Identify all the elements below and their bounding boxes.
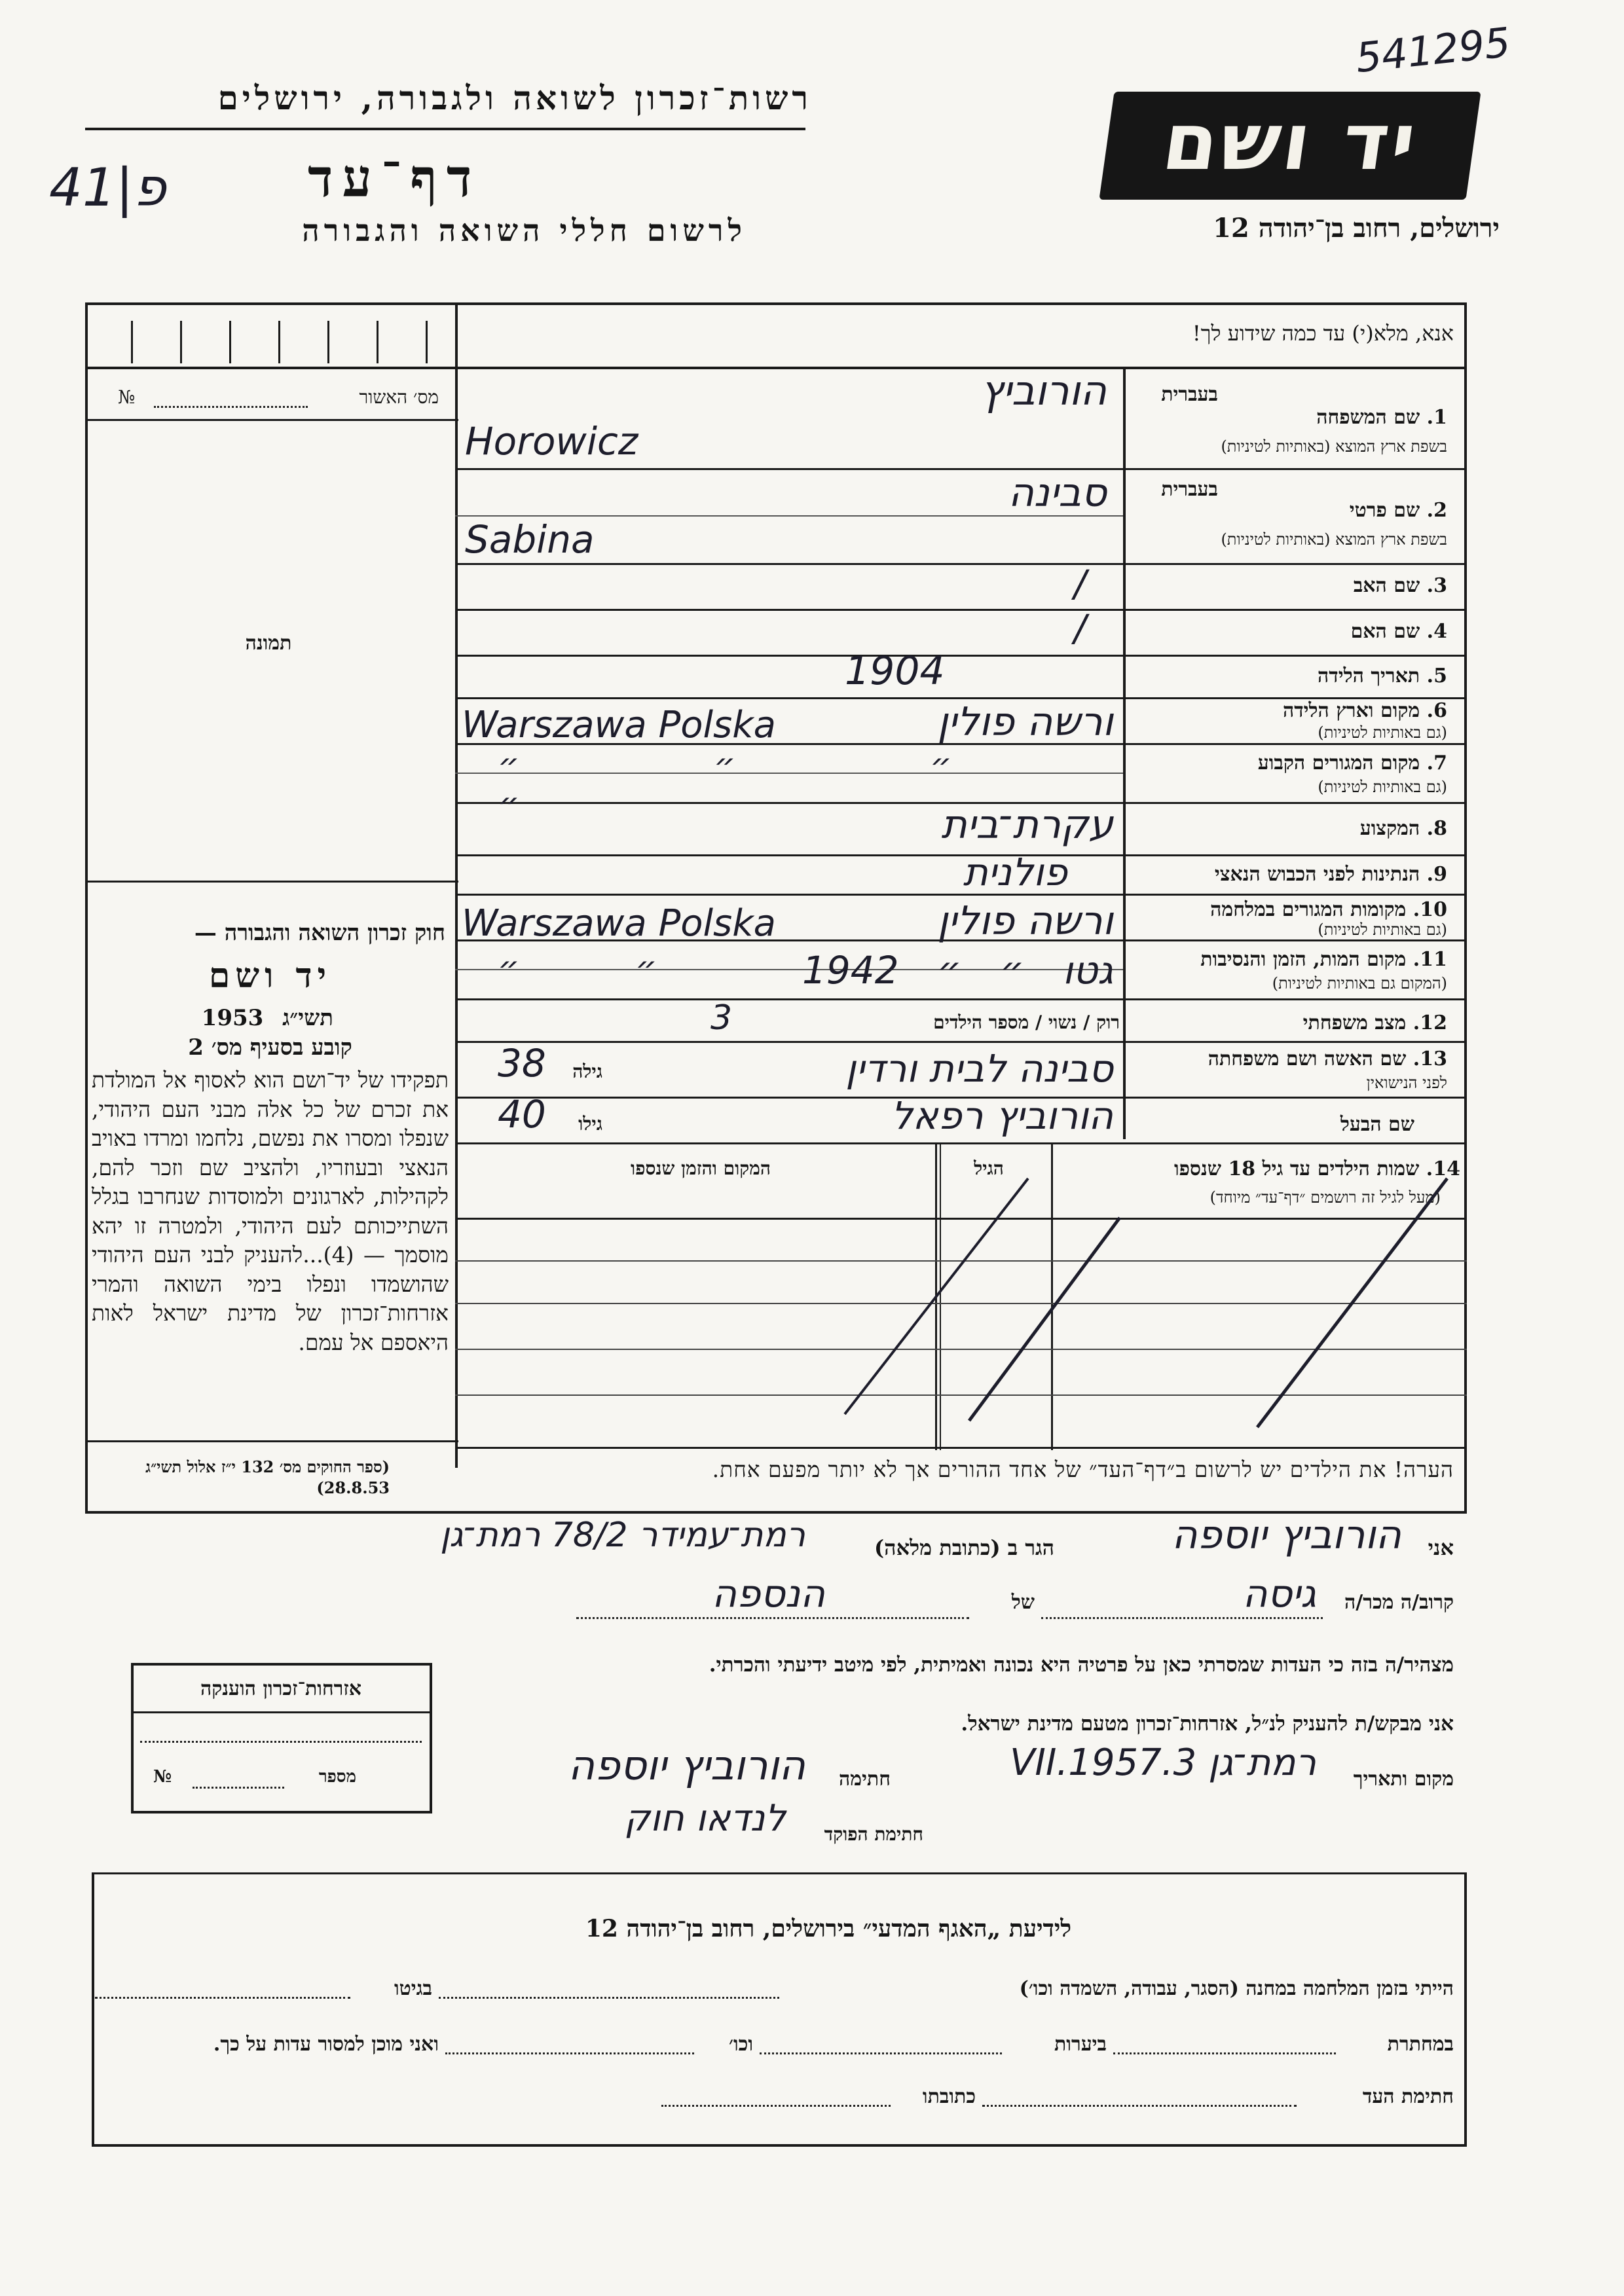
of-value[interactable]: הנספה (712, 1571, 825, 1616)
field-9-value[interactable]: פולנית (963, 850, 1067, 894)
relation-line (1041, 1617, 1323, 1619)
footer-ghetto-field[interactable] (95, 1997, 350, 1999)
field-4-value[interactable]: / (1074, 608, 1086, 650)
field-6-label (1126, 699, 1447, 722)
field-4-text: שם האם (1350, 620, 1420, 643)
field-2-num: 2. (1426, 499, 1447, 522)
field-12-text: מצב משפחתי (1302, 1011, 1407, 1034)
field-11-num: 11. (1412, 948, 1447, 971)
certificate-no-sign: № (153, 1767, 172, 1787)
declarant-resides: הגר ב (1007, 1535, 1054, 1560)
field-13-text: שם האשה ושם משפחתה (1208, 1048, 1407, 1070)
wife-age-value[interactable]: 38 (498, 1041, 546, 1085)
field-2-in-hebrew: בעברית (1161, 478, 1218, 501)
field-11-sub: (המקום גם באותיות לטיניות) (1272, 974, 1447, 993)
field-10-num: 10. (1412, 898, 1447, 921)
field-9-text: הנתינות לפני הכבוש הנאצי (1214, 863, 1420, 886)
field-7-sub: (גם באותיות לטיניות) (1318, 778, 1447, 796)
footer-etc-field[interactable] (445, 2052, 694, 2054)
approval-number-field[interactable] (154, 406, 308, 408)
children-table-text: שמות הילדים עד גיל 18 שנספו (1173, 1157, 1420, 1180)
field-13-num: 13. (1412, 1048, 1447, 1070)
certificate-title-line (134, 1711, 430, 1713)
footer-left-line (92, 1872, 94, 2146)
note: הערה! את הילדים יש לרשום ב״דף־העד״ של אחד ההורים אך לא יותר מפעם אחת. (712, 1457, 1454, 1482)
request-line: אנא, מלא(י) עד כמה שידוע לך! (1192, 321, 1454, 346)
field-8-value[interactable]: עקרת־בית (941, 802, 1113, 848)
relation-label: קרוב/ה מכר/ה (1344, 1591, 1454, 1614)
declarant-name[interactable]: הורוביץ יוספה (1172, 1512, 1401, 1558)
field-7-text: מקום המגורים הקבוע (1257, 752, 1420, 774)
certificate-number-label: מספר (318, 1767, 356, 1787)
field-2-label (1218, 499, 1447, 522)
law-title: חוק זכרון השואה והגבורה — (194, 920, 445, 946)
field-6-text: מקום וארץ הלידה (1282, 699, 1420, 722)
field-1-hebrew-value[interactable]: הורוביץ (980, 367, 1107, 414)
place-date-label: מקום ותאריך (1353, 1768, 1454, 1791)
field-7-label (1126, 752, 1447, 774)
field-3-value[interactable]: / (1074, 563, 1086, 606)
official-label: חתימת הפוקד (824, 1823, 923, 1845)
footer-top-line (92, 1872, 1467, 1874)
photo-label: תמונה (245, 632, 292, 655)
footer-underground-field[interactable] (1113, 2052, 1336, 2054)
archive-number: 541295 (1353, 18, 1513, 82)
footer-witness-signature-field[interactable] (982, 2105, 1297, 2107)
field-8-label (1126, 817, 1447, 840)
field-5-num: 5. (1426, 665, 1447, 687)
children-strike-marks (452, 1139, 1473, 1453)
field-5-text: תאריך הלידה (1318, 665, 1420, 687)
law-reference: (ספר החוקים מס׳ 132 י״ז אלול תשי״ג 28.8.53) (145, 1457, 390, 1497)
label-column-divider (1123, 367, 1126, 1139)
footer-line2-d: ואני מוכן למסור עדות על כך. (213, 2033, 439, 2056)
wife-name-value[interactable]: סבינה לבית ורדין (845, 1046, 1113, 1091)
field-10-hebrew-value[interactable]: ורשה פולין (937, 898, 1113, 944)
husband-age-value[interactable]: 40 (498, 1092, 546, 1137)
field-2-latin-value[interactable]: Sabina (465, 517, 595, 562)
field-10-latin-value[interactable]: Warszawa Polska (462, 902, 776, 945)
official-signature[interactable]: לנדאו חוק (624, 1797, 786, 1840)
declarant-resides-label (805, 1535, 1054, 1560)
field-4-num: 4. (1426, 620, 1447, 643)
certificate-title: אזרחות־זכרון הוענקה (200, 1677, 362, 1700)
marital-options: רוק / נשוי / מספר הילדים (933, 1011, 1120, 1033)
col-place-header: המקום והזמן שנספו (631, 1157, 771, 1179)
field-3-text: שם האב (1353, 574, 1420, 597)
place-date-value[interactable]: רמת־גן 3.VII.1957 (1010, 1741, 1316, 1784)
footer-camp-field[interactable] (439, 1997, 779, 1999)
relation-value[interactable]: גיסה (1242, 1571, 1316, 1616)
field-6-num: 6. (1426, 699, 1447, 722)
field-11-hebrew-value[interactable]: גטו ״ ״ 1942 (802, 948, 1113, 993)
field-4-label (1126, 620, 1447, 643)
footer-right-line (1464, 1872, 1467, 2146)
field-13-sub: לפני הנישואין (1366, 1074, 1447, 1092)
field-1-sub: בשפת ארץ המוצא (באותיות לטיניות) (1221, 437, 1447, 456)
field-2-hebrew-value[interactable]: סבינה (1008, 470, 1107, 516)
field-9-label (1126, 863, 1447, 886)
field-11-text: מקום המות, הזמן והנסיבות (1200, 948, 1407, 971)
header-row-line (85, 367, 1467, 369)
field-1-num: 1. (1426, 406, 1447, 429)
footer-line2-b: ביערות (1054, 2033, 1107, 2056)
footer-title: לידיעת „האגף המדעי״ בירושלים, רחוב בן־יהודה 12 (585, 1915, 1072, 1942)
husband-name-value[interactable]: הורוביץ רפאל (891, 1093, 1113, 1138)
field-1-latin-value[interactable]: Horowicz (465, 419, 638, 464)
field-1-label (1218, 406, 1447, 429)
field-5-label (1126, 665, 1447, 687)
field-7-value[interactable]: ״ ״ ״ ״ (498, 746, 1044, 825)
footer-line2-c: וכו׳ (729, 2033, 753, 2056)
declaration-text: מצהיר/ה בזה כי העדות שמסרתי כאן על פרטיה היא נכונה ואמיתית, לפי מיטב ידיעתי והכרתי. (709, 1653, 1454, 1677)
declarant-address-label: (כתובת מלאה) (874, 1535, 1001, 1560)
logo-text: יד ושם (1157, 97, 1424, 188)
footer-bottom-line (92, 2144, 1467, 2147)
field-12-num: 12. (1412, 1011, 1447, 1034)
field-3-label (1126, 574, 1447, 597)
children-table-num: 14. (1426, 1157, 1460, 1180)
field-2-sub: בשפת ארץ המוצא (באותיות לטיניות) (1221, 530, 1447, 549)
declarant-ani: אני (1428, 1535, 1454, 1560)
field-13-label (1126, 1048, 1447, 1070)
footer-line2-a: במחתרת (1387, 2033, 1454, 2056)
footer-line1-a: הייתי בזמן המלחמה במחנה (הסגר, עבודה, השמדה וכו׳) (1019, 1977, 1454, 2000)
approval-number-label: מס׳ האשור (359, 386, 439, 408)
certificate-number-field[interactable] (193, 1787, 284, 1789)
approval-line (85, 419, 458, 421)
field-2-text: שם פרטי (1349, 499, 1420, 522)
footer-line3-b: כתובתו (922, 2085, 976, 2108)
field-11-latin-value[interactable]: ״ ״ (498, 949, 657, 989)
footer-forest-field[interactable] (760, 2052, 1002, 2054)
field-11-label (1126, 948, 1447, 971)
request-text: אני מבקש/ת להעניק לנ״ל, אזרחות־זכרון מטעם מדינת ישראל. (961, 1712, 1454, 1736)
field-8-num: 8. (1426, 817, 1447, 840)
field-8-text: המקצוע (1359, 817, 1420, 840)
signature-label: חתימה (839, 1768, 891, 1791)
field-10-label (1126, 898, 1447, 921)
footer-witness-address-field[interactable] (661, 2105, 891, 2107)
wife-age-label: גילה (572, 1061, 602, 1082)
of-line (576, 1617, 969, 1619)
certificate-line-1 (140, 1741, 422, 1743)
law-bottom-line (85, 1440, 458, 1442)
law-name: יד ושם (208, 956, 332, 996)
of-label: של (1011, 1591, 1035, 1614)
children-count[interactable]: 3 (710, 998, 733, 1038)
law-year-heb: תשי״ג (282, 1005, 333, 1031)
law-text: תפקידו של יד־ושם הוא לאסוף אל המולדת את זכרם של כל אלה מבני העם היהודי, שנפלו ומסרו את נפשם, נלחמו ומרדו באויב הנאצי ובעוזריו, ולהציב שם וזכר להם, לקהילות, לארגונים ולמוסדות שנחרבו בגלל השתייכותם לעם היהודי, ולמטרה זו יהא מוסמך — (4)...להעניק לבני העם היהודי שהושמדו ונפלו בימי השואה והמרי אזרחות־זכרון של מדינת ישראל לאות היאספם אל עמם. (92, 1067, 449, 1355)
field-1-text: שם המשפחה (1316, 406, 1420, 429)
field-6-latin-value[interactable]: Warszawa Polska (462, 704, 776, 746)
field-9-num: 9. (1426, 863, 1447, 886)
address: ירושלים, רחוב בן־יהודה 12 (1213, 213, 1500, 244)
law-year: 1953 (201, 1005, 264, 1031)
form-subtitle: לרשום חללי השואה והגבורה (302, 213, 747, 248)
signature-value[interactable]: הורוביץ יוספה (568, 1741, 805, 1789)
footer-line3-a: חתימת העד (1362, 2085, 1454, 2108)
field-6-hebrew-value[interactable]: ורשה פולין (937, 699, 1113, 745)
col-age-header: הגיל (974, 1157, 1004, 1179)
photo-bottom-line (85, 881, 458, 883)
approval-no-sign: № (118, 386, 136, 408)
declarant-address[interactable]: רמת־עמידר 78/2 רמת־גן (440, 1516, 805, 1555)
form-title: דף־עד (308, 147, 481, 209)
file-mark: 41|פ (49, 157, 166, 218)
field-7-num: 7. (1426, 752, 1447, 774)
field-5-value[interactable]: 1904 (845, 648, 945, 694)
authority-line: רשות־זכרון לשואה ולגבורה, ירושלים (217, 79, 812, 117)
header-underline (85, 128, 805, 130)
children-table-sub: (מעל לגיל זה רושמים ״דף־עד״ מיוחד) (1209, 1188, 1441, 1207)
field-1-in-hebrew: בעברית (1161, 383, 1218, 406)
field-3-num: 3. (1426, 574, 1447, 597)
yad-vashem-logo (1099, 92, 1481, 200)
husband-label: שם הבעל (1340, 1113, 1414, 1136)
field-10-text: מקומות המגורים במלחמה (1210, 898, 1407, 921)
field-12-label (1126, 1011, 1447, 1034)
field-10-sub: (גם באותיות לטיניות) (1318, 920, 1447, 939)
certificate-box (131, 1663, 432, 1813)
husband-age-label: גילו (578, 1113, 602, 1135)
law-section: קובע בסעיף מס׳ 2 (188, 1034, 352, 1061)
field-6-sub: (גם באותיות לטיניות) (1318, 723, 1447, 742)
footer-line1-b: בגיטו (394, 1977, 432, 2000)
